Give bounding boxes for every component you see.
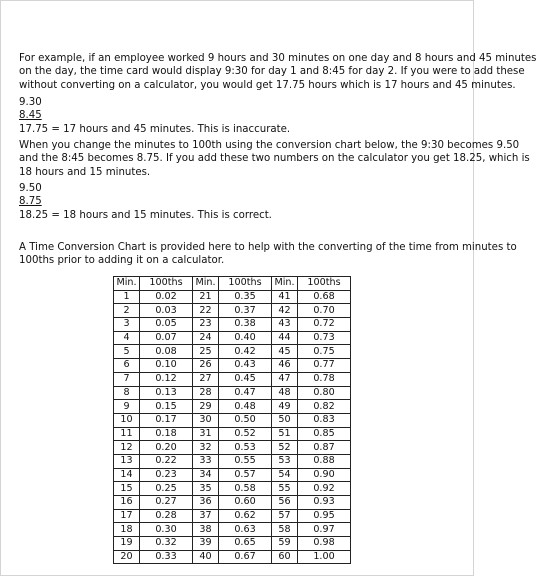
minutes-cell: 30	[193, 413, 219, 427]
hundredths-cell: 0.43	[219, 359, 272, 373]
minutes-cell: 46	[272, 359, 298, 373]
minutes-cell: 13	[114, 454, 140, 468]
addend-1: 9.50	[19, 183, 42, 194]
minutes-cell: 34	[193, 468, 219, 482]
table-row	[114, 427, 351, 441]
hundredths-cell: 0.07	[140, 331, 193, 345]
table-row	[114, 509, 351, 523]
minutes-cell: 12	[114, 441, 140, 455]
hundredths-cell: 1.00	[298, 550, 351, 564]
hundredths-cell: 0.95	[298, 509, 351, 523]
text-line: 18 hours and 15 minutes.	[19, 166, 151, 178]
minutes-cell: 10	[114, 413, 140, 427]
hundredths-cell: 0.93	[298, 496, 351, 510]
minutes-cell: 24	[193, 331, 219, 345]
column-header: 100ths	[219, 277, 272, 291]
hundredths-cell: 0.45	[219, 372, 272, 386]
minutes-cell: 15	[114, 482, 140, 496]
table-body	[114, 290, 351, 564]
hundredths-cell: 0.32	[140, 537, 193, 551]
hundredths-cell: 0.57	[219, 468, 272, 482]
table-row	[114, 537, 351, 551]
paragraph-chart-intro	[19, 241, 517, 268]
hundredths-cell: 0.70	[298, 304, 351, 318]
column-header: Min.	[272, 277, 298, 291]
hundredths-cell: 0.82	[298, 400, 351, 414]
minutes-cell: 14	[114, 468, 140, 482]
table-header-row	[114, 277, 351, 291]
hundredths-cell: 0.83	[298, 413, 351, 427]
minutes-cell: 18	[114, 523, 140, 537]
minutes-cell: 3	[114, 318, 140, 332]
hundredths-cell: 0.40	[219, 331, 272, 345]
table-row	[114, 304, 351, 318]
minutes-cell: 16	[114, 496, 140, 510]
text-line: When you change the minutes to 100th using the conversion chart below, the 9:30 becomes 9.50	[19, 140, 520, 151]
table-row	[114, 331, 351, 345]
minutes-cell: 53	[272, 454, 298, 468]
table-row	[114, 454, 351, 468]
text-line: For example, if an employee worked 9 hours and 30 minutes on one day and 8 hours and 45 minutes	[19, 53, 537, 64]
hundredths-cell: 0.88	[298, 454, 351, 468]
text-line: 100ths prior to adding it on a calculator.	[19, 255, 225, 267]
minutes-cell: 59	[272, 537, 298, 551]
hundredths-cell: 0.05	[140, 318, 193, 332]
hundredths-cell: 0.47	[219, 386, 272, 400]
minutes-cell: 55	[272, 482, 298, 496]
text-line: and the 8:45 becomes 8.75. If you add these two numbers on the calculator you get 18.25, which is	[19, 153, 530, 165]
hundredths-cell: 0.23	[140, 468, 193, 482]
hundredths-cell: 0.03	[140, 304, 193, 318]
hundredths-cell: 0.53	[219, 441, 272, 455]
table-row	[114, 386, 351, 400]
minutes-cell: 8	[114, 386, 140, 400]
hundredths-cell: 0.72	[298, 318, 351, 332]
minutes-cell: 4	[114, 331, 140, 345]
minutes-cell: 42	[272, 304, 298, 318]
hundredths-cell: 0.80	[298, 386, 351, 400]
hundredths-cell: 0.28	[140, 509, 193, 523]
minutes-cell: 37	[193, 509, 219, 523]
minutes-cell: 33	[193, 454, 219, 468]
column-header: 100ths	[140, 277, 193, 291]
table-row	[114, 290, 351, 304]
table-row	[114, 413, 351, 427]
hundredths-cell: 0.42	[219, 345, 272, 359]
hundredths-cell: 0.35	[219, 290, 272, 304]
hundredths-cell: 0.85	[298, 427, 351, 441]
minutes-cell: 52	[272, 441, 298, 455]
sum-result: 17.75 = 17 hours and 45 minutes. This is inaccurate.	[19, 123, 291, 135]
minutes-cell: 45	[272, 345, 298, 359]
column-header: Min.	[114, 277, 140, 291]
minutes-cell: 19	[114, 537, 140, 551]
table-row	[114, 523, 351, 537]
column-header: Min.	[193, 277, 219, 291]
table-row	[114, 400, 351, 414]
paragraph-conversion-explanation	[19, 139, 530, 179]
hundredths-cell: 0.08	[140, 345, 193, 359]
hundredths-cell: 0.02	[140, 290, 193, 304]
hundredths-cell: 0.67	[219, 550, 272, 564]
table-row	[114, 482, 351, 496]
table-row	[114, 372, 351, 386]
minutes-cell: 20	[114, 550, 140, 564]
minutes-cell: 43	[272, 318, 298, 332]
hundredths-cell: 0.65	[219, 537, 272, 551]
minutes-cell: 35	[193, 482, 219, 496]
hundredths-cell: 0.52	[219, 427, 272, 441]
hundredths-cell: 0.50	[219, 413, 272, 427]
minutes-cell: 47	[272, 372, 298, 386]
text-line: A Time Conversion Chart is provided here to help with the converting of the time from minutes to	[19, 242, 517, 253]
hundredths-cell: 0.87	[298, 441, 351, 455]
minutes-cell: 22	[193, 304, 219, 318]
hundredths-cell: 0.13	[140, 386, 193, 400]
minutes-cell: 27	[193, 372, 219, 386]
hundredths-cell: 0.27	[140, 496, 193, 510]
minutes-cell: 5	[114, 345, 140, 359]
minutes-cell: 25	[193, 345, 219, 359]
hundredths-cell: 0.78	[298, 372, 351, 386]
hundredths-cell: 0.33	[140, 550, 193, 564]
hundredths-cell: 0.20	[140, 441, 193, 455]
column-header: 100ths	[298, 277, 351, 291]
hundredths-cell: 0.15	[140, 400, 193, 414]
minutes-cell: 50	[272, 413, 298, 427]
hundredths-cell: 0.58	[219, 482, 272, 496]
table-row	[114, 441, 351, 455]
minutes-cell: 54	[272, 468, 298, 482]
table-row	[114, 496, 351, 510]
minutes-cell: 57	[272, 509, 298, 523]
table-row	[114, 359, 351, 373]
minutes-cell: 49	[272, 400, 298, 414]
text-line: on the day, the time card would display 9:30 for day 1 and 8:45 for day 2. If you were to add these	[19, 66, 525, 78]
minutes-cell: 36	[193, 496, 219, 510]
minutes-cell: 44	[272, 331, 298, 345]
minutes-cell: 6	[114, 359, 140, 373]
hundredths-cell: 0.90	[298, 468, 351, 482]
minutes-cell: 2	[114, 304, 140, 318]
minutes-cell: 17	[114, 509, 140, 523]
hundredths-cell: 0.30	[140, 523, 193, 537]
example-correct-sum	[19, 182, 459, 222]
hundredths-cell: 0.10	[140, 359, 193, 373]
minutes-cell: 60	[272, 550, 298, 564]
hundredths-cell: 0.18	[140, 427, 193, 441]
minutes-cell: 26	[193, 359, 219, 373]
minutes-cell: 11	[114, 427, 140, 441]
paragraph-example-intro	[19, 52, 537, 92]
hundredths-cell: 0.25	[140, 482, 193, 496]
minutes-cell: 32	[193, 441, 219, 455]
hundredths-cell: 0.55	[219, 454, 272, 468]
minutes-cell: 39	[193, 537, 219, 551]
minutes-cell: 58	[272, 523, 298, 537]
table-row	[114, 345, 351, 359]
hundredths-cell: 0.68	[298, 290, 351, 304]
hundredths-cell: 0.37	[219, 304, 272, 318]
addend-2: 8.45	[19, 110, 42, 122]
table-row	[114, 318, 351, 332]
sum-result: 18.25 = 18 hours and 15 minutes. This is correct.	[19, 209, 272, 221]
minutes-cell: 23	[193, 318, 219, 332]
hundredths-cell: 0.38	[219, 318, 272, 332]
minutes-cell: 7	[114, 372, 140, 386]
minutes-cell: 9	[114, 400, 140, 414]
hundredths-cell: 0.12	[140, 372, 193, 386]
addend-1: 9.30	[19, 97, 42, 108]
hundredths-cell: 0.98	[298, 537, 351, 551]
hundredths-cell: 0.63	[219, 523, 272, 537]
minutes-cell: 31	[193, 427, 219, 441]
hundredths-cell: 0.60	[219, 496, 272, 510]
minutes-cell: 48	[272, 386, 298, 400]
minutes-cell: 29	[193, 400, 219, 414]
minutes-cell: 41	[272, 290, 298, 304]
hundredths-cell: 0.22	[140, 454, 193, 468]
minutes-cell: 51	[272, 427, 298, 441]
text-line: without converting on a calculator, you would get 17.75 hours which is 17 hours and 45 minutes.	[19, 79, 516, 91]
table-row	[114, 468, 351, 482]
minutes-cell: 28	[193, 386, 219, 400]
minutes-cell: 38	[193, 523, 219, 537]
hundredths-cell: 0.92	[298, 482, 351, 496]
hundredths-cell: 0.77	[298, 359, 351, 373]
time-conversion-table	[113, 276, 351, 564]
minutes-cell: 21	[193, 290, 219, 304]
hundredths-cell: 0.62	[219, 509, 272, 523]
table-row	[114, 550, 351, 564]
addend-2: 8.75	[19, 196, 42, 208]
minutes-cell: 1	[114, 290, 140, 304]
minutes-cell: 40	[193, 550, 219, 564]
example-inaccurate-sum	[19, 96, 459, 136]
hundredths-cell: 0.75	[298, 345, 351, 359]
hundredths-cell: 0.97	[298, 523, 351, 537]
hundredths-cell: 0.17	[140, 413, 193, 427]
hundredths-cell: 0.48	[219, 400, 272, 414]
minutes-cell: 56	[272, 496, 298, 510]
hundredths-cell: 0.73	[298, 331, 351, 345]
